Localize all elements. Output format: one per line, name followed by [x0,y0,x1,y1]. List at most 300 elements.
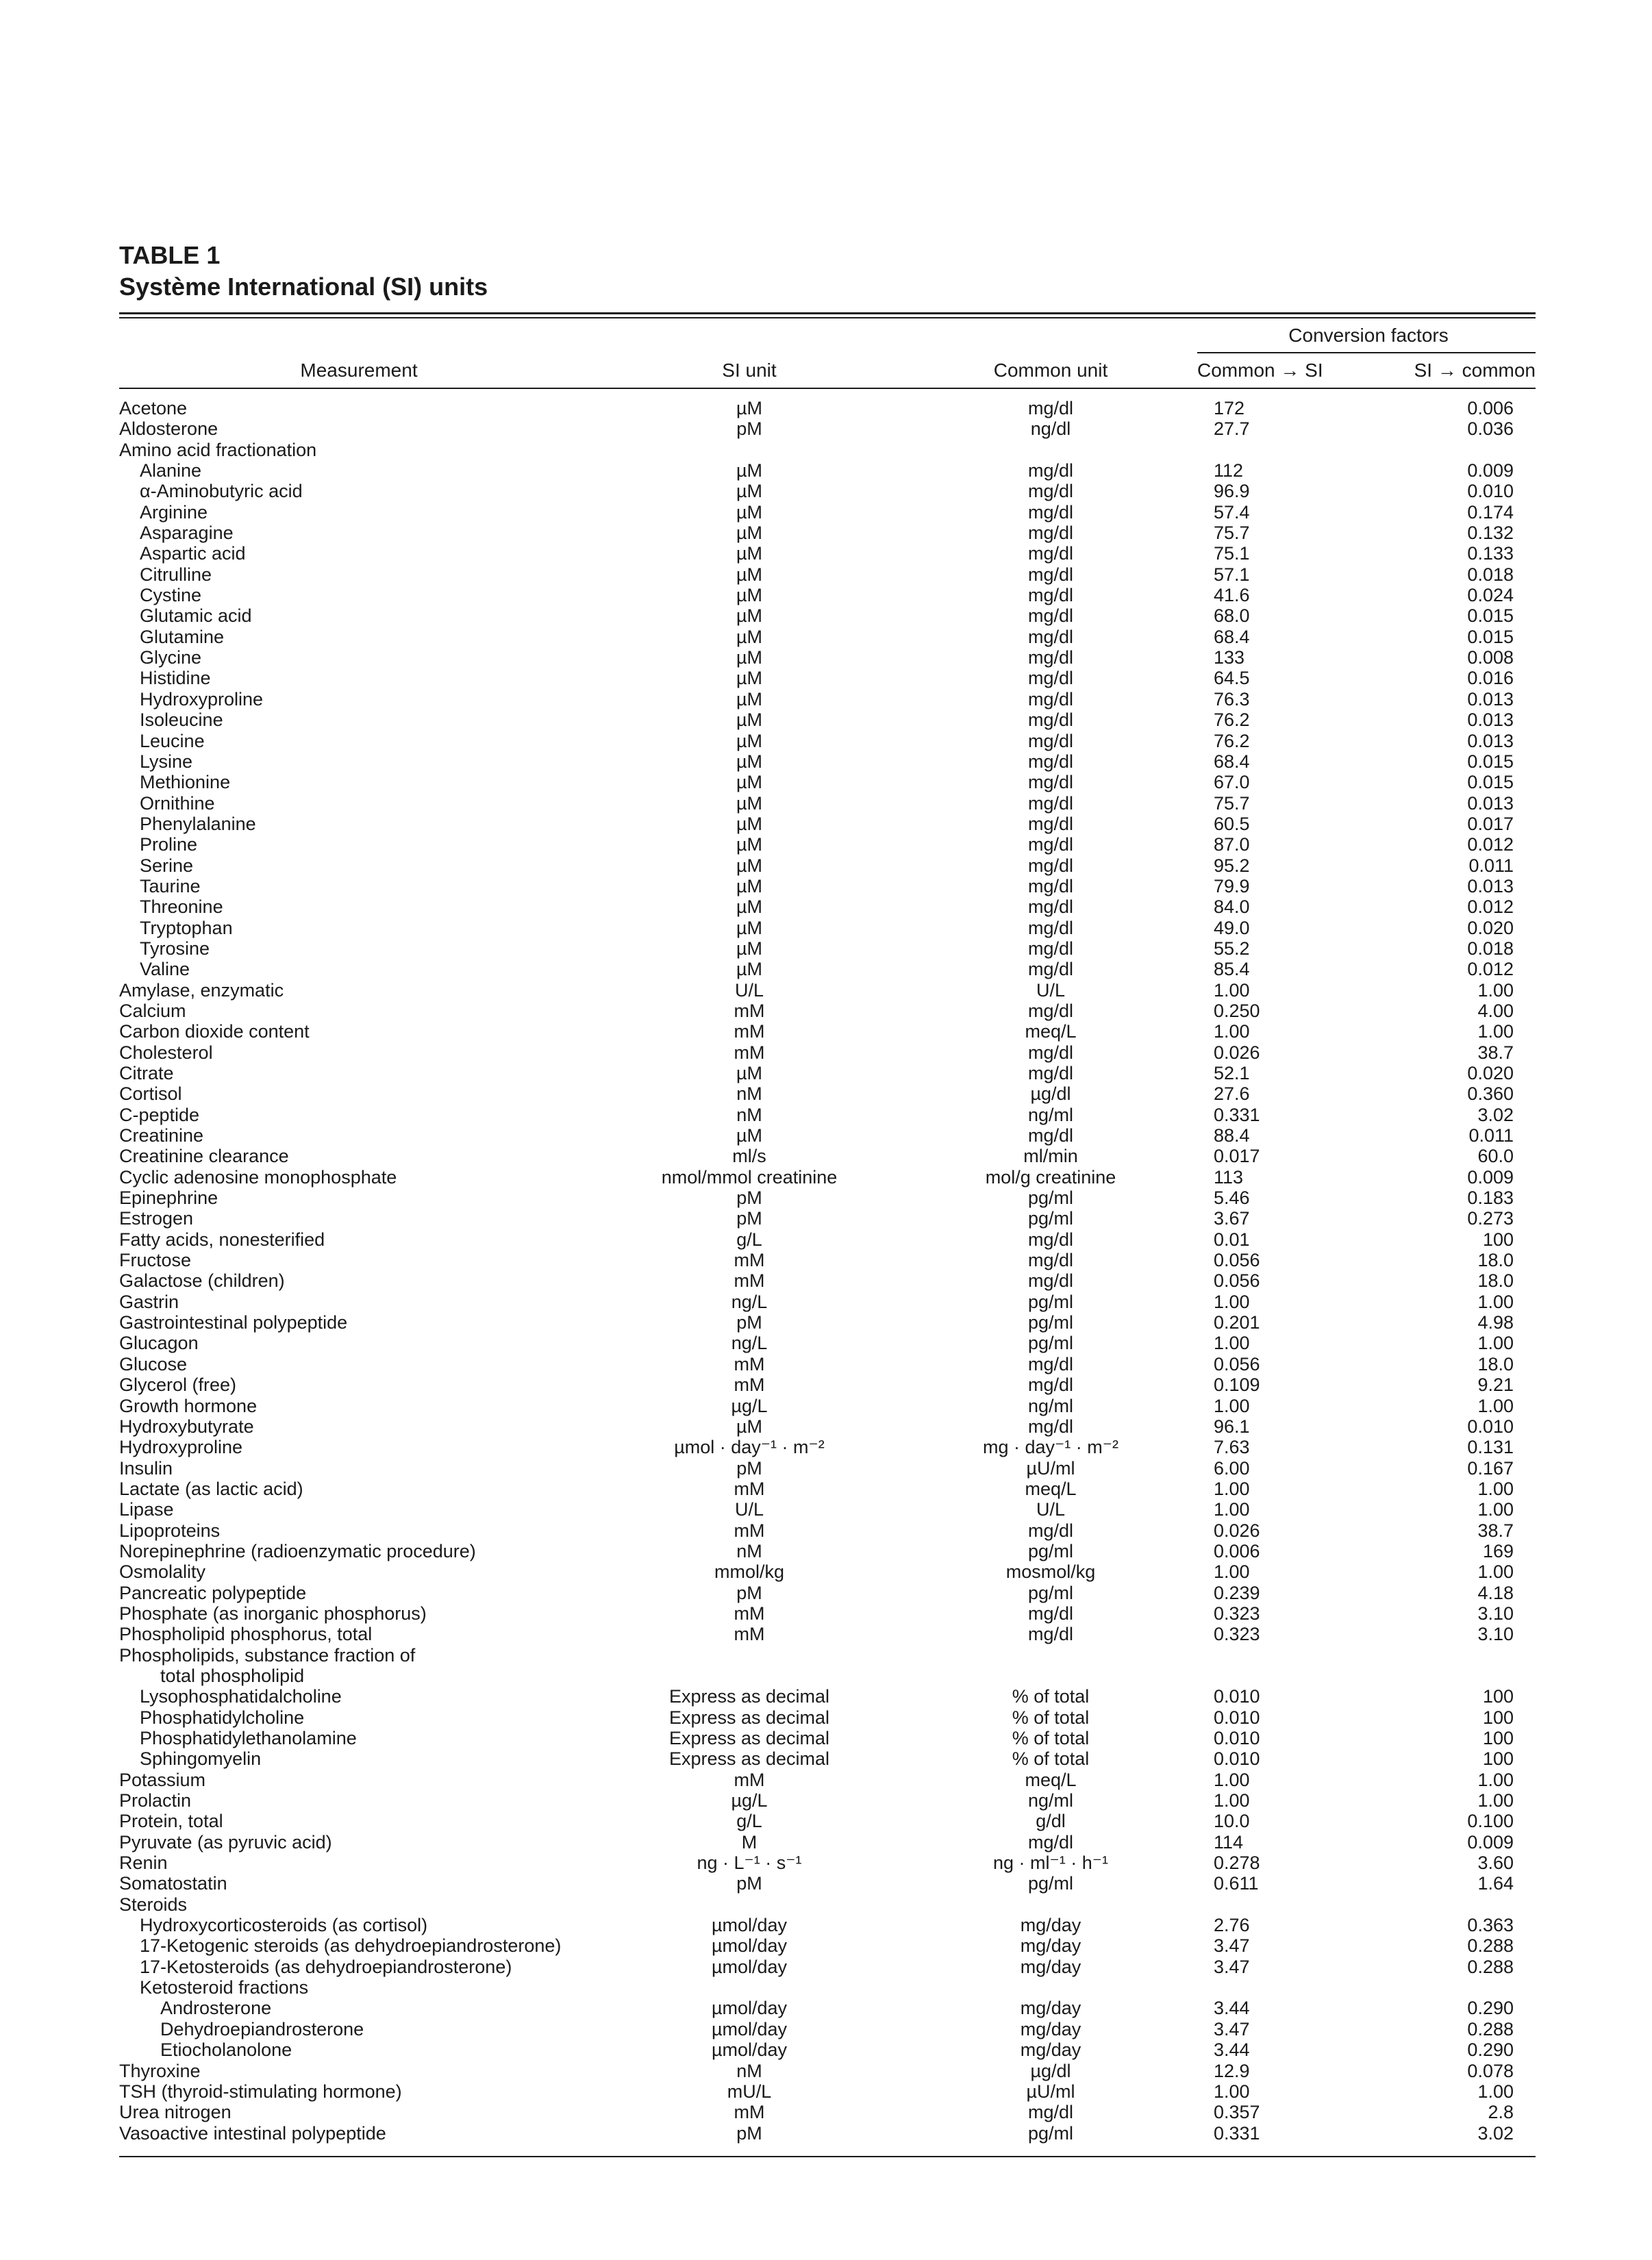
common-to-si-cell: 5.46 [1214,1188,1250,1209]
common-unit-cell: mg/dl [1027,523,1074,544]
common-unit-cell: mg/dl [1027,501,1074,523]
common-unit-cell: pg/ml [1027,1582,1074,1603]
measurement-cell: Glutamic acid [140,605,252,627]
si-to-common-cell: 0.360 [1467,1083,1514,1105]
table-row [119,1561,1536,1582]
table-row [119,1624,1536,1644]
table-row [119,1063,1536,1083]
common-unit-cell: mg/dl [1027,1063,1074,1083]
table-row [119,1811,1536,1831]
table-row [119,585,1536,605]
measurement-cell: Histidine [140,668,211,689]
common-to-si-cell: 68.0 [1214,605,1250,627]
common-unit-cell: mg/dl [1027,1250,1074,1271]
common-to-si-cell: 67.0 [1214,772,1250,793]
measurement-cell: Tyrosine [140,938,210,959]
si-to-common-cell: 1.64 [1477,1873,1514,1894]
measurement-cell: Cholesterol [119,1042,213,1063]
si-unit-cell: pM [736,1582,762,1603]
measurement-cell: Creatinine clearance [119,1146,289,1167]
common-to-si-cell: 112 [1214,460,1244,481]
measurement-cell: Cyclic adenosine monophosphate [119,1166,397,1188]
common-to-si-cell: 1.00 [1214,1561,1250,1583]
si-unit-cell: g/L [736,1811,762,1832]
si-unit-cell: mU/L [727,2081,772,2102]
common-to-si-cell: 87.0 [1214,834,1250,855]
si-unit-cell: µM [736,605,763,627]
si-to-common-cell: 38.7 [1477,1520,1514,1541]
common-unit-cell: ng/dl [1030,418,1071,440]
common-to-si-cell: 96.1 [1214,1416,1250,1437]
common-to-si-cell: 76.3 [1214,688,1250,710]
table-row [119,1146,1536,1166]
common-unit-cell: mg/dl [1027,1624,1074,1645]
table-row [119,1499,1536,1520]
table-row [119,1541,1536,1561]
common-unit-cell: mg/dl [1027,585,1074,606]
common-to-si-cell: 64.5 [1214,668,1250,689]
measurement-cell: Lysophosphatidalcholine [140,1686,342,1707]
common-unit-cell: pg/ml [1027,1873,1074,1894]
si-unit-cell: Express as decimal [668,1728,830,1748]
si-to-common-cell: 1.00 [1477,1561,1514,1583]
si-to-common-cell: 60.0 [1477,1146,1514,1167]
common-unit-cell: mg/dl [1027,1374,1074,1396]
table-row [119,1957,1536,1977]
table-row [119,1270,1536,1291]
measurement-cell: Amylase, enzymatic [119,979,284,1001]
measurement-cell: Isoleucine [140,710,223,731]
si-unit-cell: µM [736,668,763,689]
common-unit-cell: mg/day [1020,1998,1081,2019]
table-row [119,1935,1536,1956]
measurement-cell: Fatty acids, nonesterified [119,1229,325,1250]
si-to-common-cell: 0.018 [1467,564,1514,585]
si-unit-cell: µmol/day [711,2039,788,2061]
common-unit-cell: mg/dl [1027,938,1074,959]
table-row [119,1125,1536,1146]
si-to-common-cell: 100 [1482,1748,1514,1770]
common-unit-cell: mg/dl [1027,813,1074,834]
si-unit-cell: µM [736,501,763,523]
si-to-common-cell: 38.7 [1477,1042,1514,1063]
table-row [119,1208,1536,1229]
common-unit-cell: U/L [1036,979,1066,1001]
si-to-common-cell: 2.8 [1488,2102,1514,2123]
si-unit-cell: Express as decimal [668,1748,830,1770]
si-unit-cell: Express as decimal [668,1707,830,1728]
common-to-si-cell: 0.056 [1214,1270,1260,1292]
measurement-cell: TSH (thyroid-stimulating hormone) [119,2081,402,2102]
measurement-cell: Lactate (as lactic acid) [119,1478,303,1499]
measurement-cell: C-peptide [119,1104,200,1125]
common-unit-cell: mol/g creatinine [985,1166,1116,1188]
common-to-si-cell: 0.017 [1214,1146,1260,1167]
si-unit-cell: µM [736,647,763,668]
si-unit-cell: µmol · day⁻¹ · m⁻² [674,1437,825,1458]
common-to-si-cell: 75.1 [1214,543,1250,564]
common-to-si-cell: 0.010 [1214,1728,1260,1748]
measurement-cell: Proline [140,834,198,855]
si-to-common-cell: 1.00 [1477,1499,1514,1520]
table-row [119,2081,1536,2102]
si-unit-cell: µM [736,1416,763,1437]
common-unit-cell: µU/ml [1026,2081,1075,2102]
common-unit-cell: mg/day [1020,1956,1081,1977]
common-unit-cell: ng/ml [1027,1395,1074,1416]
table-row [119,1229,1536,1250]
si-to-common-cell: 0.020 [1467,917,1514,938]
measurement-cell: Methionine [140,772,231,793]
measurement-cell: Hydroxybutyrate [119,1416,254,1437]
measurement-cell: Ketosteroid fractions [140,1977,309,1998]
common-unit-cell: pg/ml [1027,1291,1074,1312]
si-unit-cell: µM [736,896,763,918]
si-to-common-cell: 4.98 [1477,1312,1514,1333]
si-to-common-cell: 1.00 [1477,1395,1514,1416]
table-label: TABLE 1 [119,241,221,269]
measurement-cell: Growth hormone [119,1395,258,1416]
table-row [119,1188,1536,1208]
si-unit-cell: ng · L⁻¹ · s⁻¹ [697,1853,802,1874]
common-to-si-cell: 1.00 [1214,1478,1250,1499]
table-body [119,398,1536,2144]
si-to-common-cell: 0.020 [1467,1063,1514,1083]
table-row [119,1479,1536,1499]
measurement-cell: Carbon dioxide content [119,1021,310,1042]
si-to-common-cell: 0.273 [1467,1208,1514,1229]
measurement-cell: Steroids [119,1894,188,1915]
si-to-common-cell: 0.018 [1467,938,1514,959]
measurement-cell: α-Aminobutyric acid [140,481,303,502]
si-unit-cell: µM [736,875,763,896]
measurement-cell: Phosphatidylethanolamine [140,1728,357,1748]
common-to-si-cell: 76.2 [1214,730,1250,751]
common-to-si-cell: 27.6 [1214,1083,1250,1105]
si-unit-cell: µmol/day [711,1956,788,1977]
common-to-si-cell: 3.47 [1214,1956,1250,1977]
si-to-common-cell: 3.02 [1477,1104,1514,1125]
common-to-si-cell: 0.331 [1214,2122,1260,2144]
common-unit-cell: mg/dl [1027,668,1074,689]
common-unit-cell: mg/dl [1027,481,1074,502]
si-unit-cell: pM [736,1188,762,1209]
common-to-si-cell: 2.76 [1214,1915,1250,1936]
measurement-cell: Tryptophan [140,917,233,938]
si-to-common-cell: 169 [1482,1540,1514,1561]
common-to-si-cell: 6.00 [1214,1457,1250,1479]
si-to-common-cell: 1.00 [1477,2081,1514,2102]
si-to-common-cell: 0.015 [1467,626,1514,647]
header-conversion-factors: Conversion factors [1288,325,1449,346]
si-unit-cell: µg/L [731,1395,768,1416]
measurement-cell: Hydroxyproline [119,1437,243,1458]
measurement-cell: Gastrin [119,1291,179,1312]
common-to-si-cell: 0.01 [1214,1229,1250,1250]
measurement-cell: Protein, total [119,1811,223,1832]
si-to-common-cell: 0.036 [1467,418,1514,440]
measurement-cell: Leucine [140,730,205,751]
measurement-cell: Gastrointestinal polypeptide [119,1312,348,1333]
table-row [119,1748,1536,1769]
table-row [119,772,1536,792]
si-unit-cell: µM [736,460,763,481]
common-unit-cell: g/dl [1036,1811,1066,1832]
common-to-si-cell: 57.4 [1214,501,1250,523]
table-row [119,980,1536,1001]
common-to-si-cell: 84.0 [1214,896,1250,918]
table-row [119,1977,1536,1998]
common-unit-cell: mg/dl [1027,688,1074,710]
si-unit-cell: mM [734,1021,765,1042]
measurement-cell: Calcium [119,1000,186,1021]
si-to-common-cell: 100 [1482,1707,1514,1728]
common-unit-cell: mg/dl [1027,751,1074,772]
si-unit-cell: µM [736,1125,763,1146]
si-unit-cell: µM [736,626,763,647]
common-unit-cell: meq/L [1025,1478,1077,1499]
common-to-si-cell: 79.9 [1214,875,1250,896]
si-to-common-cell: 0.288 [1467,1935,1514,1957]
measurement-cell: Fructose [119,1250,192,1271]
measurement-cell: Renin [119,1853,168,1874]
si-unit-cell: nM [736,2060,762,2081]
measurement-cell: Phenylalanine [140,813,256,834]
table-row [119,1021,1536,1042]
header-common-unit: Common unit [993,360,1108,381]
si-to-common-cell: 1.00 [1477,1478,1514,1499]
common-to-si-cell: 0.278 [1214,1853,1260,1874]
measurement-cell: Prolactin [119,1790,192,1811]
si-unit-cell: µM [736,688,763,710]
table-row [119,938,1536,959]
common-unit-cell: mg/dl [1027,875,1074,896]
common-to-si-cell: 0.201 [1214,1312,1260,1333]
measurement-cell: Phosphate (as inorganic phosphorus) [119,1603,427,1624]
si-unit-cell: µM [736,523,763,544]
table-row [119,1416,1536,1437]
table-row [119,1666,1536,1686]
measurement-cell: Potassium [119,1769,206,1790]
table-row [119,605,1536,626]
common-unit-cell: µg/dl [1030,2060,1071,2081]
header-common-to-si: Common → SI [1197,360,1323,381]
common-to-si-cell: 75.7 [1214,523,1250,544]
si-to-common-cell: 0.010 [1467,1416,1514,1437]
si-unit-cell: µM [736,772,763,793]
common-unit-cell: mg/dl [1027,1042,1074,1063]
measurement-cell: Glycerol (free) [119,1374,237,1396]
si-to-common-cell: 0.183 [1467,1188,1514,1209]
si-unit-cell: µM [736,398,763,418]
table-row [119,1790,1536,1811]
common-to-si-cell: 96.9 [1214,481,1250,502]
measurement-cell: Aldosterone [119,418,218,440]
si-unit-cell: µM [736,938,763,959]
table-row [119,1583,1536,1603]
table-row [119,1458,1536,1479]
table-row [119,1645,1536,1666]
top-rule-thin [119,317,1536,318]
table-row [119,1915,1536,1935]
si-to-common-cell: 0.013 [1467,710,1514,731]
table-row [119,1520,1536,1541]
common-to-si-cell: 27.7 [1214,418,1250,440]
si-to-common-cell: 1.00 [1477,1291,1514,1312]
common-unit-cell: meq/L [1025,1021,1077,1042]
table-row [119,1396,1536,1416]
common-unit-cell: pg/ml [1027,1188,1074,1209]
si-unit-cell: µM [736,792,763,814]
si-unit-cell: pM [736,1208,762,1229]
measurement-cell: Valine [140,959,190,980]
si-to-common-cell: 0.078 [1467,2060,1514,2081]
common-to-si-cell: 0.010 [1214,1686,1260,1707]
common-unit-cell: pg/ml [1027,1333,1074,1354]
common-to-si-cell: 1.00 [1214,1291,1250,1312]
common-unit-cell: % of total [1012,1707,1090,1728]
common-unit-cell: mg/dl [1027,460,1074,481]
si-to-common-cell: 3.60 [1477,1853,1514,1874]
common-unit-cell: mg/dl [1027,647,1074,668]
common-to-si-cell: 0.323 [1214,1624,1260,1645]
measurement-cell: Dehydroepiandrosterone [160,2018,364,2039]
measurement-cell: Androsterone [160,1998,272,2019]
si-to-common-cell: 0.008 [1467,647,1514,668]
table-row [119,1873,1536,1894]
si-unit-cell: mM [734,1603,765,1624]
common-unit-cell: mg/dl [1027,834,1074,855]
si-to-common-cell: 9.21 [1477,1374,1514,1396]
table-row [119,814,1536,834]
measurement-cell: Osmolality [119,1561,206,1583]
header-si-to-common: SI → common [1414,360,1536,381]
si-unit-cell: U/L [734,1499,764,1520]
si-to-common-cell: 0.288 [1467,2018,1514,2039]
measurement-cell: Urea nitrogen [119,2102,231,2123]
measurement-cell: Amino acid fractionation [119,439,317,460]
table-row [119,918,1536,938]
table-row [119,689,1536,710]
measurement-cell: Estrogen [119,1208,194,1229]
si-unit-cell: pM [736,2122,762,2144]
table-row [119,1167,1536,1188]
table-row [119,731,1536,751]
si-to-common-cell: 0.290 [1467,1998,1514,2019]
si-to-common-cell: 1.00 [1477,1333,1514,1354]
si-to-common-cell: 0.012 [1467,959,1514,980]
common-unit-cell: mg/dl [1027,1520,1074,1541]
common-unit-cell: mg/day [1020,2018,1081,2039]
table-row [119,793,1536,814]
si-to-common-cell: 0.015 [1467,751,1514,772]
si-to-common-cell: 1.00 [1477,979,1514,1001]
si-to-common-cell: 0.013 [1467,730,1514,751]
si-to-common-cell: 0.133 [1467,543,1514,564]
si-unit-cell: mM [734,1000,765,1021]
common-to-si-cell: 3.44 [1214,1998,1250,2019]
si-to-common-cell: 0.016 [1467,668,1514,689]
si-unit-cell: nM [736,1540,762,1561]
common-unit-cell: % of total [1012,1728,1090,1748]
measurement-cell: 17-Ketogenic steroids (as dehydroepiandrosterone) [140,1935,562,1957]
common-to-si-cell: 0.239 [1214,1582,1260,1603]
si-unit-cell: µM [736,543,763,564]
si-unit-cell: mM [734,1250,765,1271]
measurement-cell: Phosphatidylcholine [140,1707,305,1728]
si-unit-cell: pM [736,418,762,440]
common-unit-cell: ng/ml [1027,1790,1074,1811]
common-unit-cell: mg/dl [1027,792,1074,814]
si-unit-cell: µM [736,813,763,834]
si-unit-cell: µM [736,959,763,980]
si-to-common-cell: 0.017 [1467,813,1514,834]
table-row [119,1083,1536,1104]
common-unit-cell: % of total [1012,1686,1090,1707]
common-unit-cell: mg/dl [1027,2102,1074,2123]
si-to-common-cell: 1.00 [1477,1021,1514,1042]
measurement-cell: Somatostatin [119,1873,227,1894]
si-unit-cell: ng/L [731,1291,768,1312]
si-to-common-cell: 0.024 [1467,585,1514,606]
common-to-si-cell: 68.4 [1214,751,1250,772]
table-title: Système International (SI) units [119,273,488,301]
common-unit-cell: meq/L [1025,1769,1077,1790]
table-row [119,876,1536,896]
si-unit-cell: mM [734,2102,765,2123]
table-row [119,1603,1536,1624]
common-unit-cell: mg/dl [1027,543,1074,564]
si-to-common-cell: 0.012 [1467,834,1514,855]
si-to-common-cell: 0.100 [1467,1811,1514,1832]
measurement-cell: Aspartic acid [140,543,246,564]
common-unit-cell: mg/dl [1027,959,1074,980]
si-unit-cell: µM [736,481,763,502]
common-to-si-cell: 85.4 [1214,959,1250,980]
common-to-si-cell: 0.026 [1214,1520,1260,1541]
table-row [119,1728,1536,1748]
si-to-common-cell: 0.013 [1467,688,1514,710]
measurement-cell: Thyroxine [119,2060,201,2081]
header-rule [119,388,1536,389]
measurement-cell: Ornithine [140,792,215,814]
si-to-common-cell: 0.015 [1467,772,1514,793]
measurement-cell: Citrate [119,1063,174,1083]
si-to-common-cell: 18.0 [1477,1353,1514,1374]
measurement-cell: Sphingomyelin [140,1748,262,1770]
si-unit-cell: µM [736,710,763,731]
common-unit-cell: mg/dl [1027,1000,1074,1021]
si-to-common-cell: 0.288 [1467,1956,1514,1977]
common-to-si-cell: 3.44 [1214,2039,1250,2061]
common-to-si-cell: 0.010 [1214,1748,1260,1770]
table-row [119,2039,1536,2060]
si-to-common-cell: 4.00 [1477,1000,1514,1021]
measurement-cell: Taurine [140,875,201,896]
common-to-si-cell: 114 [1214,1831,1244,1853]
si-unit-cell: mM [734,1520,765,1541]
si-unit-cell: µM [736,564,763,585]
common-unit-cell: mg/dl [1027,626,1074,647]
measurement-cell: Lysine [140,751,193,772]
common-unit-cell: ng/ml [1027,1104,1074,1125]
common-unit-cell: pg/ml [1027,2122,1074,2144]
si-to-common-cell: 100 [1482,1686,1514,1707]
measurement-cell: Serine [140,855,194,876]
common-to-si-cell: 133 [1214,647,1245,668]
table-row [119,440,1536,460]
common-unit-cell: mg/dl [1027,605,1074,627]
